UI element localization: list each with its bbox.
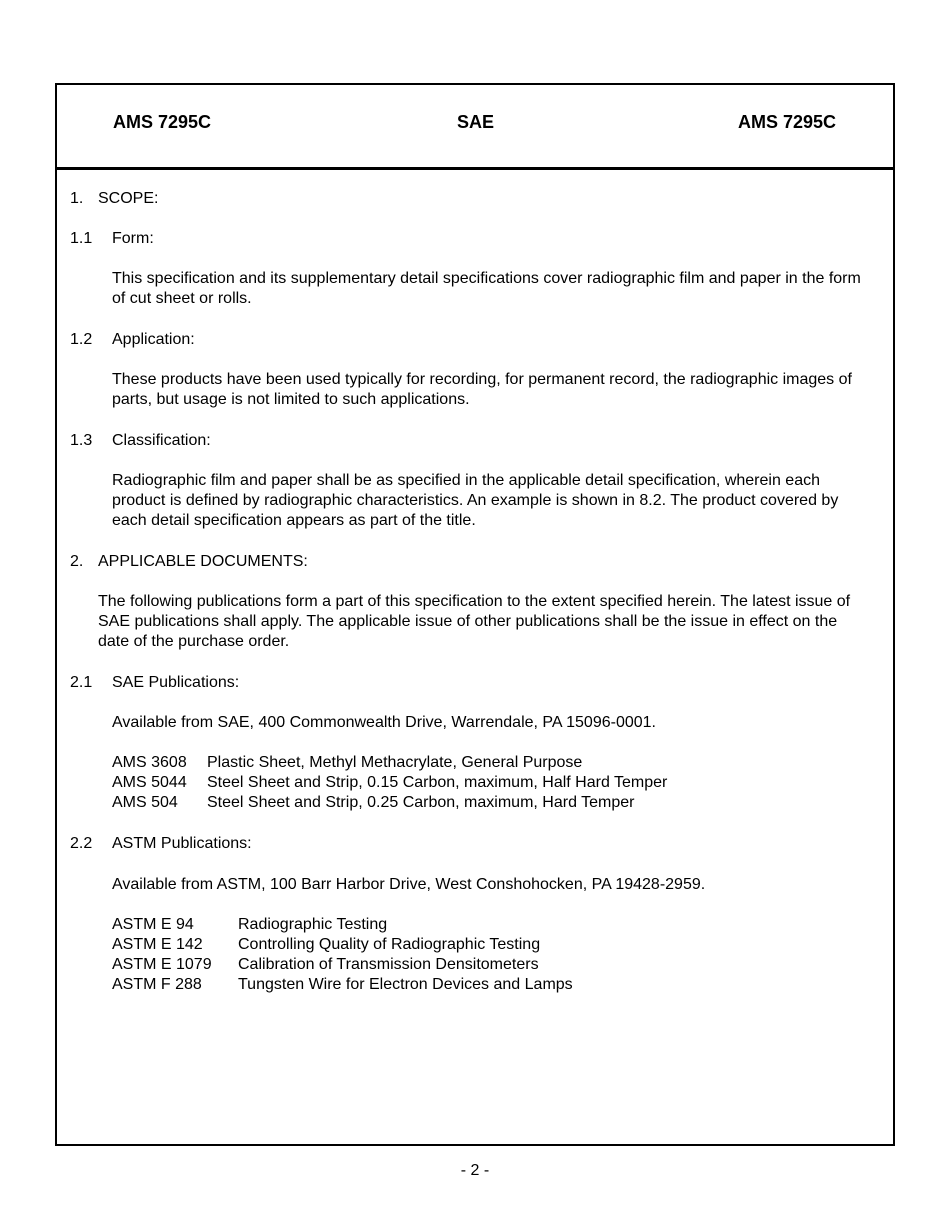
reference-code: ASTM E 1079 — [112, 956, 212, 973]
section-2-2-title: ASTM Publications: — [112, 835, 252, 852]
reference-code: AMS 3608 — [112, 754, 187, 771]
section-2-text: The following publications form a part of this specification to the extent specified herein. The latest issue of SAE publications shall apply. The applicable issue of other publications shall be the issue in effect on the date of the purchase order. — [98, 593, 851, 650]
reference-row — [112, 915, 573, 935]
reference-code: AMS 5044 — [112, 774, 187, 791]
section-2-2-number: 2.2 — [70, 835, 93, 852]
section-1-1-text: This specification and its supplementary detail specifications cover radiographic film and paper in the form of cut sheet or rolls. — [112, 270, 861, 307]
section-1-1-number: 1.1 — [70, 230, 93, 247]
page-number: - 2 - — [460, 1162, 490, 1179]
header-publisher: SAE — [457, 112, 495, 132]
reference-code: ASTM E 142 — [112, 936, 203, 953]
reference-title: Steel Sheet and Strip, 0.15 Carbon, maximum, Half Hard Temper — [207, 774, 668, 791]
reference-row — [112, 955, 573, 975]
reference-title: Plastic Sheet, Methyl Methacrylate, General Purpose — [207, 754, 583, 771]
section-1-3-number: 1.3 — [70, 432, 93, 449]
astm-reference-list — [112, 915, 573, 995]
section-1-2-number: 1.2 — [70, 331, 93, 348]
reference-row — [112, 793, 667, 813]
header-doc-number-right: AMS 7295C — [738, 112, 837, 132]
reference-code: ASTM E 94 — [112, 916, 194, 933]
section-2-1-title: SAE Publications: — [112, 674, 240, 691]
section-2-1-text: Available from SAE, 400 Commonwealth Drive, Warrendale, PA 15096-0001. — [112, 714, 656, 731]
reference-row — [112, 753, 667, 773]
section-2-1-number: 2.1 — [70, 674, 93, 691]
section-1-3-text: Radiographic film and paper shall be as specified in the applicable detail specification, wherein each product is defined by radiographic characteristics. An example is shown in 8.2. The product covered by each detail specification appears as part of the title. — [112, 472, 839, 529]
section-1-3-title: Classification: — [112, 432, 211, 449]
header-doc-number-left: AMS 7295C — [113, 112, 212, 132]
reference-title: Tungsten Wire for Electron Devices and Lamps — [238, 976, 573, 993]
section-2-2-text: Available from ASTM, 100 Barr Harbor Drive, West Conshohocken, PA 19428-2959. — [112, 876, 706, 893]
sae-reference-list — [112, 753, 667, 813]
reference-title: Radiographic Testing — [238, 916, 388, 933]
section-1-2-text: These products have been used typically for recording, for permanent record, the radiographic images of parts, but usage is not limited to such applications. — [112, 371, 852, 408]
section-2-number: 2. — [70, 553, 84, 570]
section-2-title: APPLICABLE DOCUMENTS: — [98, 553, 308, 570]
section-1-2-title: Application: — [112, 331, 195, 348]
reference-title: Calibration of Transmission Densitometers — [238, 956, 539, 973]
reference-row — [112, 935, 573, 955]
section-1-title: SCOPE: — [98, 190, 159, 207]
reference-row — [112, 975, 573, 995]
reference-title: Steel Sheet and Strip, 0.25 Carbon, maximum, Hard Temper — [207, 794, 635, 811]
section-1-1-title: Form: — [112, 230, 154, 247]
reference-code: ASTM F 288 — [112, 976, 202, 993]
reference-code: AMS 504 — [112, 794, 178, 811]
reference-row — [112, 773, 667, 793]
reference-title: Controlling Quality of Radiographic Testing — [238, 936, 541, 953]
section-1-number: 1. — [70, 190, 84, 207]
